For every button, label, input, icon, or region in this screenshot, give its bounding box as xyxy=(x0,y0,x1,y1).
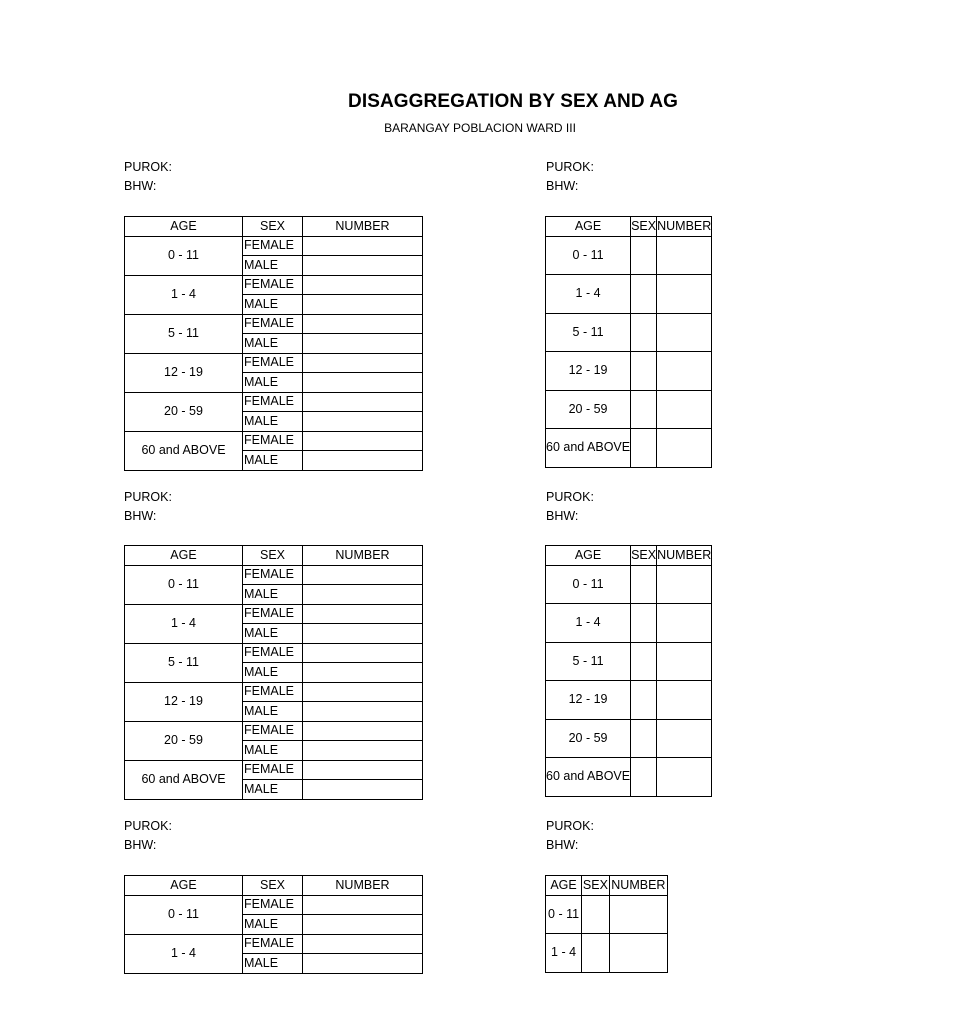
header-sex: SEX xyxy=(582,876,610,896)
number-cell[interactable] xyxy=(303,275,423,295)
header-age: AGE xyxy=(125,217,243,237)
age-cell: 60 and ABOVE xyxy=(125,760,243,799)
age-cell: 0 - 11 xyxy=(546,236,631,275)
sex-cell: FEMALE xyxy=(243,275,303,295)
header-number: NUMBER xyxy=(609,876,667,896)
number-cell[interactable] xyxy=(657,758,712,797)
sex-cell: FEMALE xyxy=(243,895,303,915)
number-cell[interactable] xyxy=(303,314,423,334)
number-cell[interactable] xyxy=(303,915,423,935)
age-cell: 20 - 59 xyxy=(125,392,243,431)
number-cell[interactable] xyxy=(303,451,423,471)
sex-cell: MALE xyxy=(243,915,303,935)
age-cell: 5 - 11 xyxy=(125,643,243,682)
number-cell[interactable] xyxy=(303,643,423,663)
number-cell[interactable] xyxy=(303,934,423,954)
age-cell: 20 - 59 xyxy=(125,721,243,760)
header-sex: SEX xyxy=(631,546,657,566)
sex-cell: MALE xyxy=(243,780,303,800)
purok-label: PUROK: xyxy=(124,490,172,504)
number-cell[interactable] xyxy=(303,334,423,354)
sex-cell xyxy=(582,934,610,973)
header-sex: SEX xyxy=(631,217,657,237)
age-cell: 5 - 11 xyxy=(125,314,243,353)
age-cell: 0 - 11 xyxy=(125,895,243,934)
sex-cell: FEMALE xyxy=(243,604,303,624)
sex-cell xyxy=(631,758,657,797)
disaggregation-table xyxy=(545,216,712,468)
sex-cell: FEMALE xyxy=(243,353,303,373)
age-cell: 1 - 4 xyxy=(125,934,243,973)
sex-cell: MALE xyxy=(243,741,303,761)
age-cell: 12 - 19 xyxy=(546,681,631,720)
sex-cell: FEMALE xyxy=(243,314,303,334)
number-cell[interactable] xyxy=(303,585,423,605)
sex-cell: MALE xyxy=(243,451,303,471)
number-cell[interactable] xyxy=(303,721,423,741)
number-cell[interactable] xyxy=(303,760,423,780)
age-cell: 12 - 19 xyxy=(546,352,631,391)
number-cell[interactable] xyxy=(303,353,423,373)
bhw-label: BHW: xyxy=(546,838,579,852)
header-age: AGE xyxy=(546,546,631,566)
header-age: AGE xyxy=(125,876,243,896)
number-cell[interactable] xyxy=(657,390,712,429)
number-cell[interactable] xyxy=(657,275,712,314)
age-cell: 20 - 59 xyxy=(546,719,631,758)
header-number: NUMBER xyxy=(303,546,423,566)
age-cell: 0 - 11 xyxy=(125,236,243,275)
sex-cell: FEMALE xyxy=(243,643,303,663)
number-cell[interactable] xyxy=(657,604,712,643)
age-cell: 60 and ABOVE xyxy=(546,429,631,468)
sex-cell xyxy=(631,604,657,643)
age-cell: 1 - 4 xyxy=(546,934,582,973)
number-cell[interactable] xyxy=(303,373,423,393)
sex-cell: MALE xyxy=(243,954,303,974)
disaggregation-table xyxy=(545,545,712,797)
bhw-label: BHW: xyxy=(124,509,157,523)
sex-cell xyxy=(582,895,610,934)
purok-label: PUROK: xyxy=(546,160,594,174)
form-meta xyxy=(546,488,594,526)
sex-cell: MALE xyxy=(243,412,303,432)
sex-cell xyxy=(631,352,657,391)
age-cell: 0 - 11 xyxy=(125,565,243,604)
age-cell: 1 - 4 xyxy=(125,604,243,643)
number-cell[interactable] xyxy=(303,682,423,702)
sex-cell: MALE xyxy=(243,585,303,605)
sex-cell: FEMALE xyxy=(243,236,303,256)
number-cell[interactable] xyxy=(657,429,712,468)
bhw-label: BHW: xyxy=(124,838,157,852)
number-cell[interactable] xyxy=(303,895,423,915)
sex-cell: FEMALE xyxy=(243,682,303,702)
disaggregation-table xyxy=(124,216,423,471)
number-cell[interactable] xyxy=(303,663,423,683)
header-age: AGE xyxy=(546,876,582,896)
header-number: NUMBER xyxy=(657,546,712,566)
page-title: DISAGGREGATION BY SEX AND AG xyxy=(348,91,679,112)
sex-cell: MALE xyxy=(243,702,303,722)
sex-cell xyxy=(631,719,657,758)
header-number: NUMBER xyxy=(657,217,712,237)
header-sex: SEX xyxy=(243,546,303,566)
header-age: AGE xyxy=(546,217,631,237)
age-cell: 0 - 11 xyxy=(546,565,631,604)
age-cell: 1 - 4 xyxy=(125,275,243,314)
sex-cell xyxy=(631,236,657,275)
page-subtitle: BARANGAY POBLACION WARD III xyxy=(384,121,576,135)
sex-cell: MALE xyxy=(243,256,303,276)
sex-cell xyxy=(631,275,657,314)
sex-cell: FEMALE xyxy=(243,565,303,585)
age-cell: 20 - 59 xyxy=(546,390,631,429)
sex-cell: FEMALE xyxy=(243,721,303,741)
age-cell: 5 - 11 xyxy=(546,642,631,681)
sex-cell: MALE xyxy=(243,334,303,354)
number-cell[interactable] xyxy=(303,741,423,761)
age-cell: 12 - 19 xyxy=(125,353,243,392)
disaggregation-table xyxy=(124,545,423,800)
number-cell[interactable] xyxy=(303,431,423,451)
number-cell[interactable] xyxy=(657,719,712,758)
number-cell[interactable] xyxy=(609,895,667,934)
number-cell[interactable] xyxy=(303,392,423,412)
age-cell: 12 - 19 xyxy=(125,682,243,721)
number-cell[interactable] xyxy=(657,642,712,681)
purok-label: PUROK: xyxy=(124,160,172,174)
header-sex: SEX xyxy=(243,876,303,896)
bhw-label: BHW: xyxy=(546,179,579,193)
number-cell[interactable] xyxy=(303,565,423,585)
age-cell: 60 and ABOVE xyxy=(546,758,631,797)
number-cell[interactable] xyxy=(303,236,423,256)
number-cell[interactable] xyxy=(657,565,712,604)
number-cell[interactable] xyxy=(303,256,423,276)
age-cell: 5 - 11 xyxy=(546,313,631,352)
purok-label: PUROK: xyxy=(546,490,594,504)
bhw-label: BHW: xyxy=(124,179,157,193)
number-cell[interactable] xyxy=(657,352,712,391)
sex-cell: MALE xyxy=(243,295,303,315)
age-cell: 1 - 4 xyxy=(546,275,631,314)
sex-cell xyxy=(631,429,657,468)
sex-cell: FEMALE xyxy=(243,431,303,451)
number-cell[interactable] xyxy=(303,412,423,432)
sex-cell: FEMALE xyxy=(243,934,303,954)
form-meta xyxy=(546,158,594,196)
number-cell[interactable] xyxy=(657,681,712,720)
sex-cell xyxy=(631,565,657,604)
form-meta xyxy=(546,817,594,855)
disaggregation-table xyxy=(124,875,423,974)
sex-cell xyxy=(631,642,657,681)
header-age: AGE xyxy=(125,546,243,566)
purok-label: PUROK: xyxy=(546,819,594,833)
number-cell[interactable] xyxy=(303,295,423,315)
number-cell[interactable] xyxy=(303,702,423,722)
age-cell: 0 - 11 xyxy=(546,895,582,934)
sex-cell: MALE xyxy=(243,624,303,644)
form-meta xyxy=(124,817,172,855)
sex-cell: MALE xyxy=(243,663,303,683)
form-meta xyxy=(124,158,172,196)
sex-cell xyxy=(631,313,657,352)
age-cell: 60 and ABOVE xyxy=(125,431,243,470)
sex-cell: MALE xyxy=(243,373,303,393)
header-number: NUMBER xyxy=(303,876,423,896)
number-cell[interactable] xyxy=(657,236,712,275)
age-cell: 1 - 4 xyxy=(546,604,631,643)
disaggregation-table xyxy=(545,875,668,973)
sex-cell xyxy=(631,390,657,429)
number-cell[interactable] xyxy=(303,624,423,644)
header-number: NUMBER xyxy=(303,217,423,237)
number-cell[interactable] xyxy=(303,780,423,800)
number-cell[interactable] xyxy=(303,604,423,624)
number-cell[interactable] xyxy=(609,934,667,973)
form-meta xyxy=(124,488,172,526)
number-cell[interactable] xyxy=(657,313,712,352)
bhw-label: BHW: xyxy=(546,509,579,523)
header-sex: SEX xyxy=(243,217,303,237)
purok-label: PUROK: xyxy=(124,819,172,833)
sex-cell: FEMALE xyxy=(243,760,303,780)
number-cell[interactable] xyxy=(303,954,423,974)
sex-cell xyxy=(631,681,657,720)
sex-cell: FEMALE xyxy=(243,392,303,412)
